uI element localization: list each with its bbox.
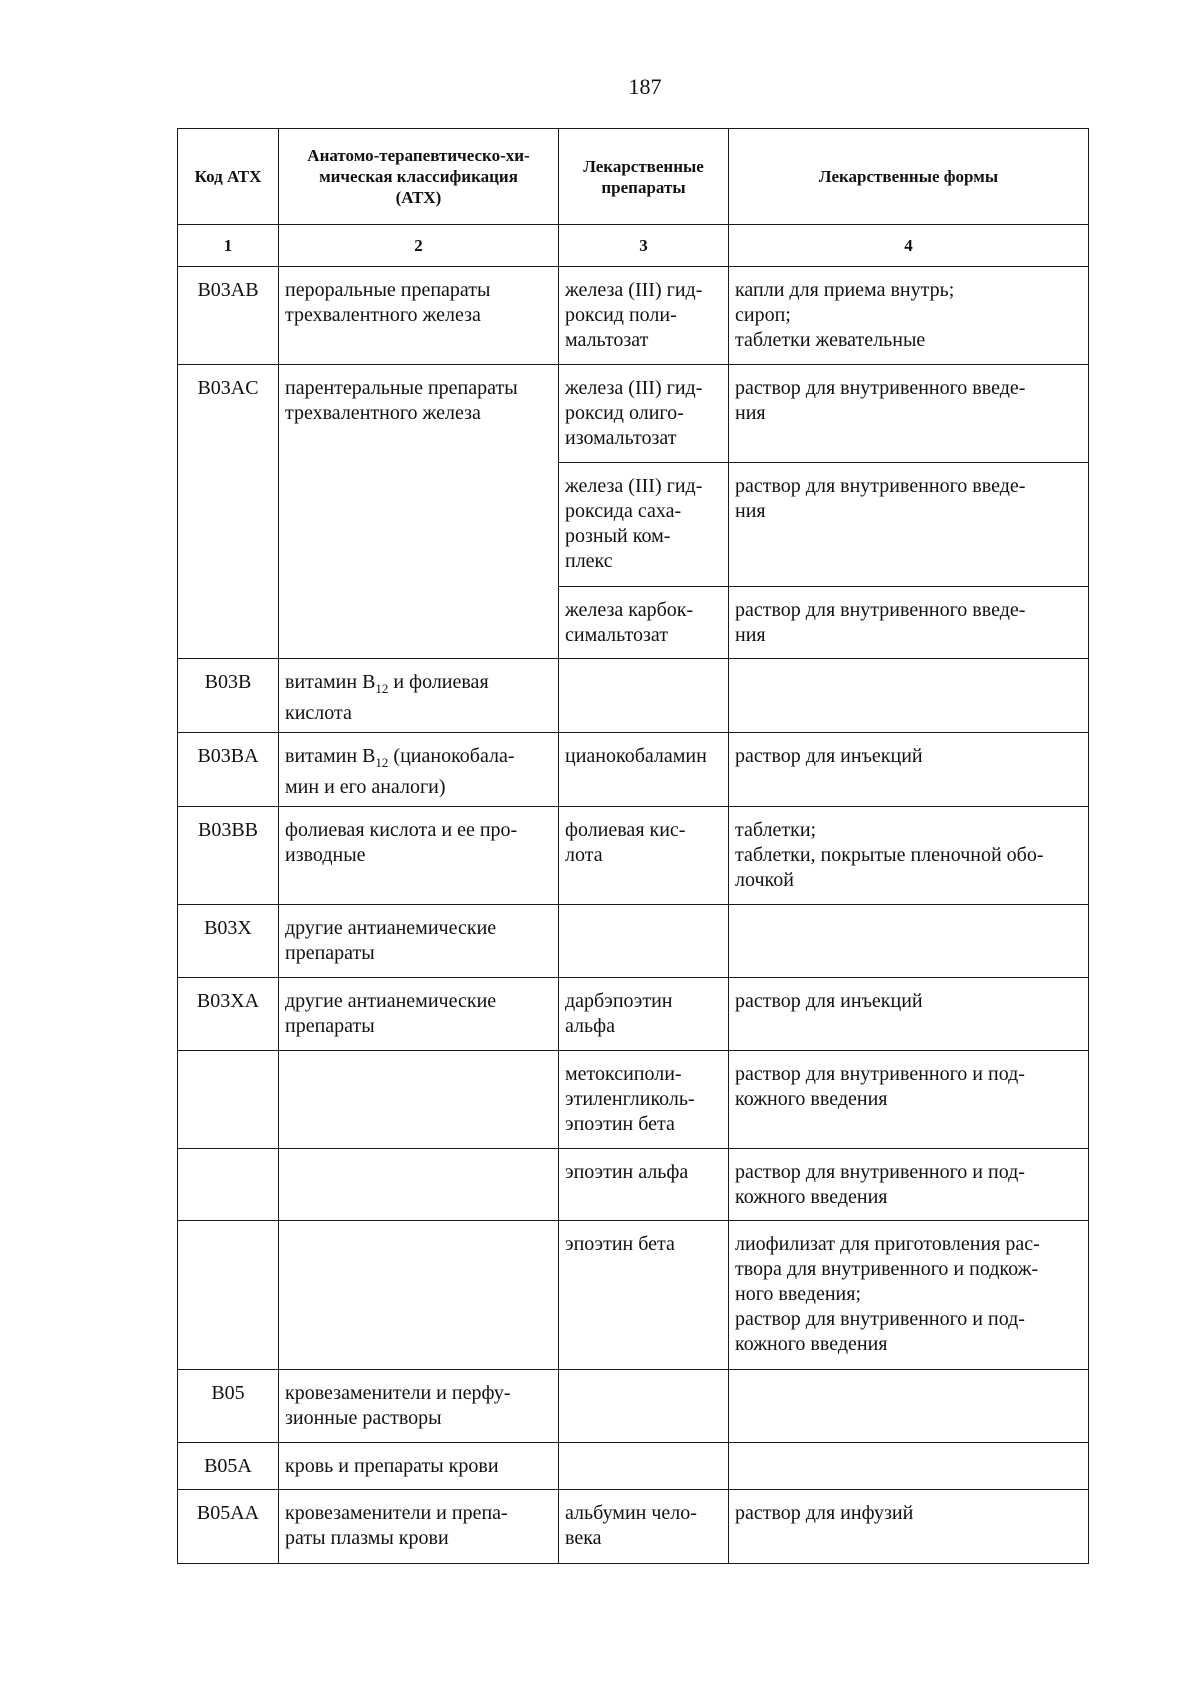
- column-numbers-row: [178, 225, 1089, 267]
- drug-name: метоксиполи- этиленгликоль- эпоэтин бета: [559, 1051, 729, 1149]
- dosage-forms: раствор для внутривенного и под- кожного введения: [729, 1149, 1089, 1221]
- header-row: [178, 129, 1089, 225]
- atc-code: B03BA: [178, 733, 279, 807]
- header-forms: Лекарственные формы: [729, 129, 1089, 225]
- header-classification: Анатомо-терапевтическо-хи- мическая классификация (АТХ): [279, 129, 559, 225]
- table-row: [178, 659, 1089, 733]
- drug-name: [559, 1443, 729, 1490]
- dosage-forms: раствор для внутривенного введе- ния: [729, 365, 1089, 463]
- atc-code: [178, 1149, 279, 1221]
- table-row: [178, 978, 1089, 1051]
- table-row: [178, 1051, 1089, 1149]
- table-row: [178, 1443, 1089, 1490]
- header-code: Код АТХ: [178, 129, 279, 225]
- atc-classification: кровезаменители и перфу- зионные растворы: [279, 1370, 559, 1443]
- atc-code: B05AA: [178, 1490, 279, 1564]
- drug-name: эпоэтин альфа: [559, 1149, 729, 1221]
- table-row: [178, 267, 1089, 365]
- table-row: [178, 807, 1089, 905]
- drug-name: эпоэтин бета: [559, 1221, 729, 1370]
- table-row: [178, 1370, 1089, 1443]
- dosage-forms: раствор для инфузий: [729, 1490, 1089, 1564]
- atc-code: B03XA: [178, 978, 279, 1051]
- atc-code: B03AB: [178, 267, 279, 365]
- dosage-forms: [729, 1370, 1089, 1443]
- drug-name: железа (III) гид- роксид олиго- изомальтозат: [559, 365, 729, 463]
- dosage-forms: [729, 1443, 1089, 1490]
- atc-classification: витамин $B_{12}$ и фолиевая кислота: [279, 659, 559, 733]
- dosage-forms: раствор для внутривенного введе- ния: [729, 463, 1089, 587]
- dosage-forms: лиофилизат для приготовления рас- твора для внутривенного и подкож- ного введения; раствор для внутривенного и под- кожного введения: [729, 1221, 1089, 1370]
- atc-code: B05A: [178, 1443, 279, 1490]
- dosage-forms: раствор для внутривенного введе- ния: [729, 587, 1089, 659]
- atc-code: B03AC: [178, 365, 279, 659]
- dosage-forms: [729, 659, 1089, 733]
- drug-name: [559, 659, 729, 733]
- table-row: [178, 1149, 1089, 1221]
- atc-classification: [279, 1051, 559, 1149]
- drug-name: альбумин чело- века: [559, 1490, 729, 1564]
- drug-name: [559, 1370, 729, 1443]
- column-number: 4: [729, 225, 1089, 267]
- table-row: [178, 905, 1089, 978]
- atc-table: [177, 128, 1089, 1564]
- column-number: 1: [178, 225, 279, 267]
- drug-name: железа (III) гид- роксид поли- мальтозат: [559, 267, 729, 365]
- atc-code: [178, 1221, 279, 1370]
- table-row: [178, 733, 1089, 807]
- atc-code: B03X: [178, 905, 279, 978]
- atc-classification: [279, 1149, 559, 1221]
- atc-classification: кровезаменители и препа- раты плазмы крови: [279, 1490, 559, 1564]
- drug-name: железа (III) гид- роксида саха- розный ком- плекс: [559, 463, 729, 587]
- atc-classification: [279, 1221, 559, 1370]
- column-number: 3: [559, 225, 729, 267]
- atc-classification: фолиевая кислота и ее про- изводные: [279, 807, 559, 905]
- drug-name: [559, 905, 729, 978]
- atc-classification: парентеральные препараты трехвалентного железа: [279, 365, 559, 659]
- table-row: [178, 365, 1089, 463]
- table-row: [178, 1221, 1089, 1370]
- drug-name: железа карбок- симальтозат: [559, 587, 729, 659]
- atc-code: [178, 1051, 279, 1149]
- dosage-forms: таблетки; таблетки, покрытые пленочной обо- лочкой: [729, 807, 1089, 905]
- atc-code: B05: [178, 1370, 279, 1443]
- dosage-forms: [729, 905, 1089, 978]
- table-row: [178, 1490, 1089, 1564]
- drug-name: фолиевая кис- лота: [559, 807, 729, 905]
- header-drugs: Лекарственные препараты: [559, 129, 729, 225]
- dosage-forms: раствор для инъекций: [729, 978, 1089, 1051]
- dosage-forms: раствор для внутривенного и под- кожного введения: [729, 1051, 1089, 1149]
- atc-classification: другие антианемические препараты: [279, 978, 559, 1051]
- atc-code: B03BB: [178, 807, 279, 905]
- page-number: 187: [628, 74, 662, 99]
- drug-name: дарбэпоэтин альфа: [559, 978, 729, 1051]
- atc-classification: кровь и препараты крови: [279, 1443, 559, 1490]
- column-number: 2: [279, 225, 559, 267]
- drug-name: цианокобаламин: [559, 733, 729, 807]
- atc-classification: пероральные препараты трехвалентного железа: [279, 267, 559, 365]
- atc-classification: витамин $B_{12}$ (цианокобала- мин и его аналоги): [279, 733, 559, 807]
- atc-code: B03B: [178, 659, 279, 733]
- dosage-forms: раствор для инъекций: [729, 733, 1089, 807]
- atc-classification: другие антианемические препараты: [279, 905, 559, 978]
- dosage-forms: капли для приема внутрь; сироп; таблетки жевательные: [729, 267, 1089, 365]
